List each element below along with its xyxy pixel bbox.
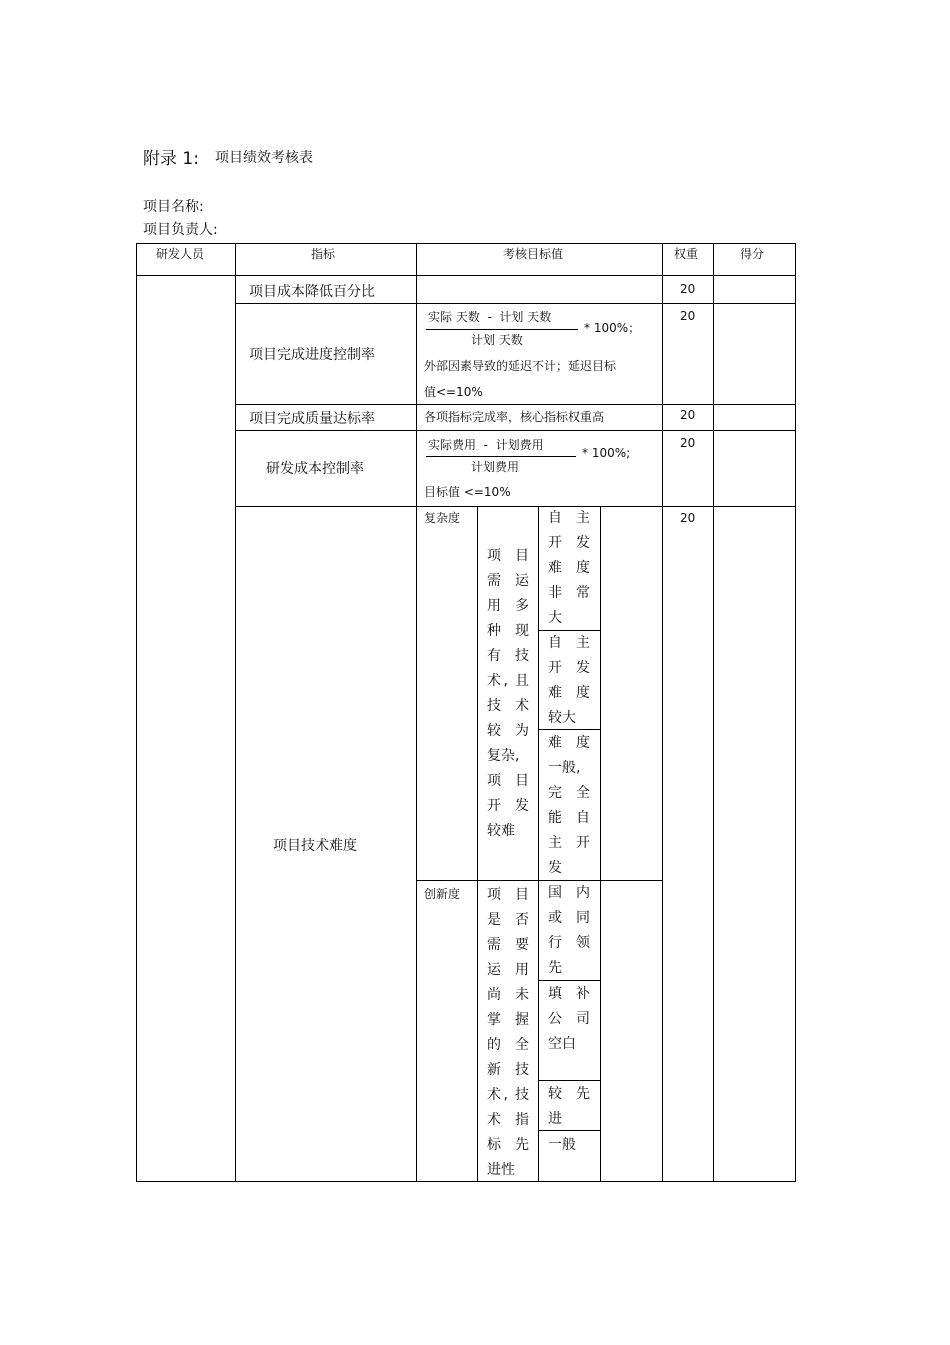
header-score: 得分: [740, 247, 765, 261]
cost-numerator: 实际费用 - 计划费用: [428, 438, 544, 452]
innovation-label: 创新度: [424, 887, 461, 901]
indicator-rd-cost-control: 研发成本控制率: [266, 461, 364, 477]
header-indicator: 指标: [311, 247, 336, 261]
indicator-schedule-control: 项目完成进度控制率: [249, 347, 375, 363]
schedule-multiplier: * 100%；: [584, 321, 641, 335]
header-target: 考核目标值: [503, 247, 564, 261]
complexity-description: 项 目 需 运 用 多 种 现 有 技 术, 且 技 术 较 为 复杂, 项 目 开 发 较难: [487, 548, 529, 839]
cost-denominator: 计划费用: [471, 460, 520, 474]
schedule-note-2: 值<=10%: [424, 385, 483, 399]
weight-r3: 20: [680, 408, 696, 422]
schedule-denominator: 计划 天数: [471, 333, 523, 347]
cost-fraction-line: [426, 456, 576, 457]
weight-r4: 20: [680, 436, 696, 450]
indicator-tech-difficulty: 项目技术难度: [273, 838, 357, 854]
schedule-note-1: 外部因素导致的延迟不计；延迟目标: [424, 359, 617, 373]
complexity-level-very-high: 自 主 开 发 难 度 非 常 大: [548, 510, 590, 626]
indicator-quality-rate: 项目完成质量达标率: [249, 411, 375, 427]
complexity-level-high: 自 主 开 发 难 度 较大: [548, 635, 590, 726]
schedule-numerator: 实际 天数 - 计划 天数: [428, 310, 552, 324]
schedule-fraction-line: [426, 329, 578, 330]
innovation-level-advanced: 较 先 进: [548, 1086, 590, 1127]
innovation-description: 项 目 是 否 需 要 运 用 尚 未 掌 握 的 全 新 技 术, 技 术 指 标 先 进性: [487, 887, 529, 1178]
innovation-level-leading: 国 内 或 同 行 领 先: [548, 885, 590, 976]
complexity-label: 复杂度: [424, 511, 461, 525]
weight-r1: 20: [680, 282, 696, 296]
cost-note: 目标值 <=10%: [424, 485, 511, 499]
indicator-cost-reduction: 项目成本降低百分比: [249, 284, 375, 300]
project-name-label: 项目名称:: [143, 199, 204, 215]
header-researcher: 研发人员: [156, 247, 205, 261]
header-weight: 权重: [674, 247, 699, 261]
innovation-level-normal: 一般: [548, 1137, 576, 1153]
innovation-level-fill-gap: 填 补 公 司 空白: [548, 986, 590, 1052]
weight-r2: 20: [680, 309, 696, 323]
project-lead-label: 项目负责人:: [143, 222, 218, 238]
appendix-label: 附录 1:: [143, 149, 199, 169]
cost-multiplier: * 100%;: [582, 446, 631, 460]
weight-r5: 20: [680, 511, 696, 525]
quality-target: 各项指标完成率，核心指标权重高: [424, 410, 605, 424]
page-title: 项目绩效考核表: [215, 150, 313, 166]
complexity-level-normal: 难 度 一般, 完 全 能 自 主 开 发: [548, 735, 590, 876]
